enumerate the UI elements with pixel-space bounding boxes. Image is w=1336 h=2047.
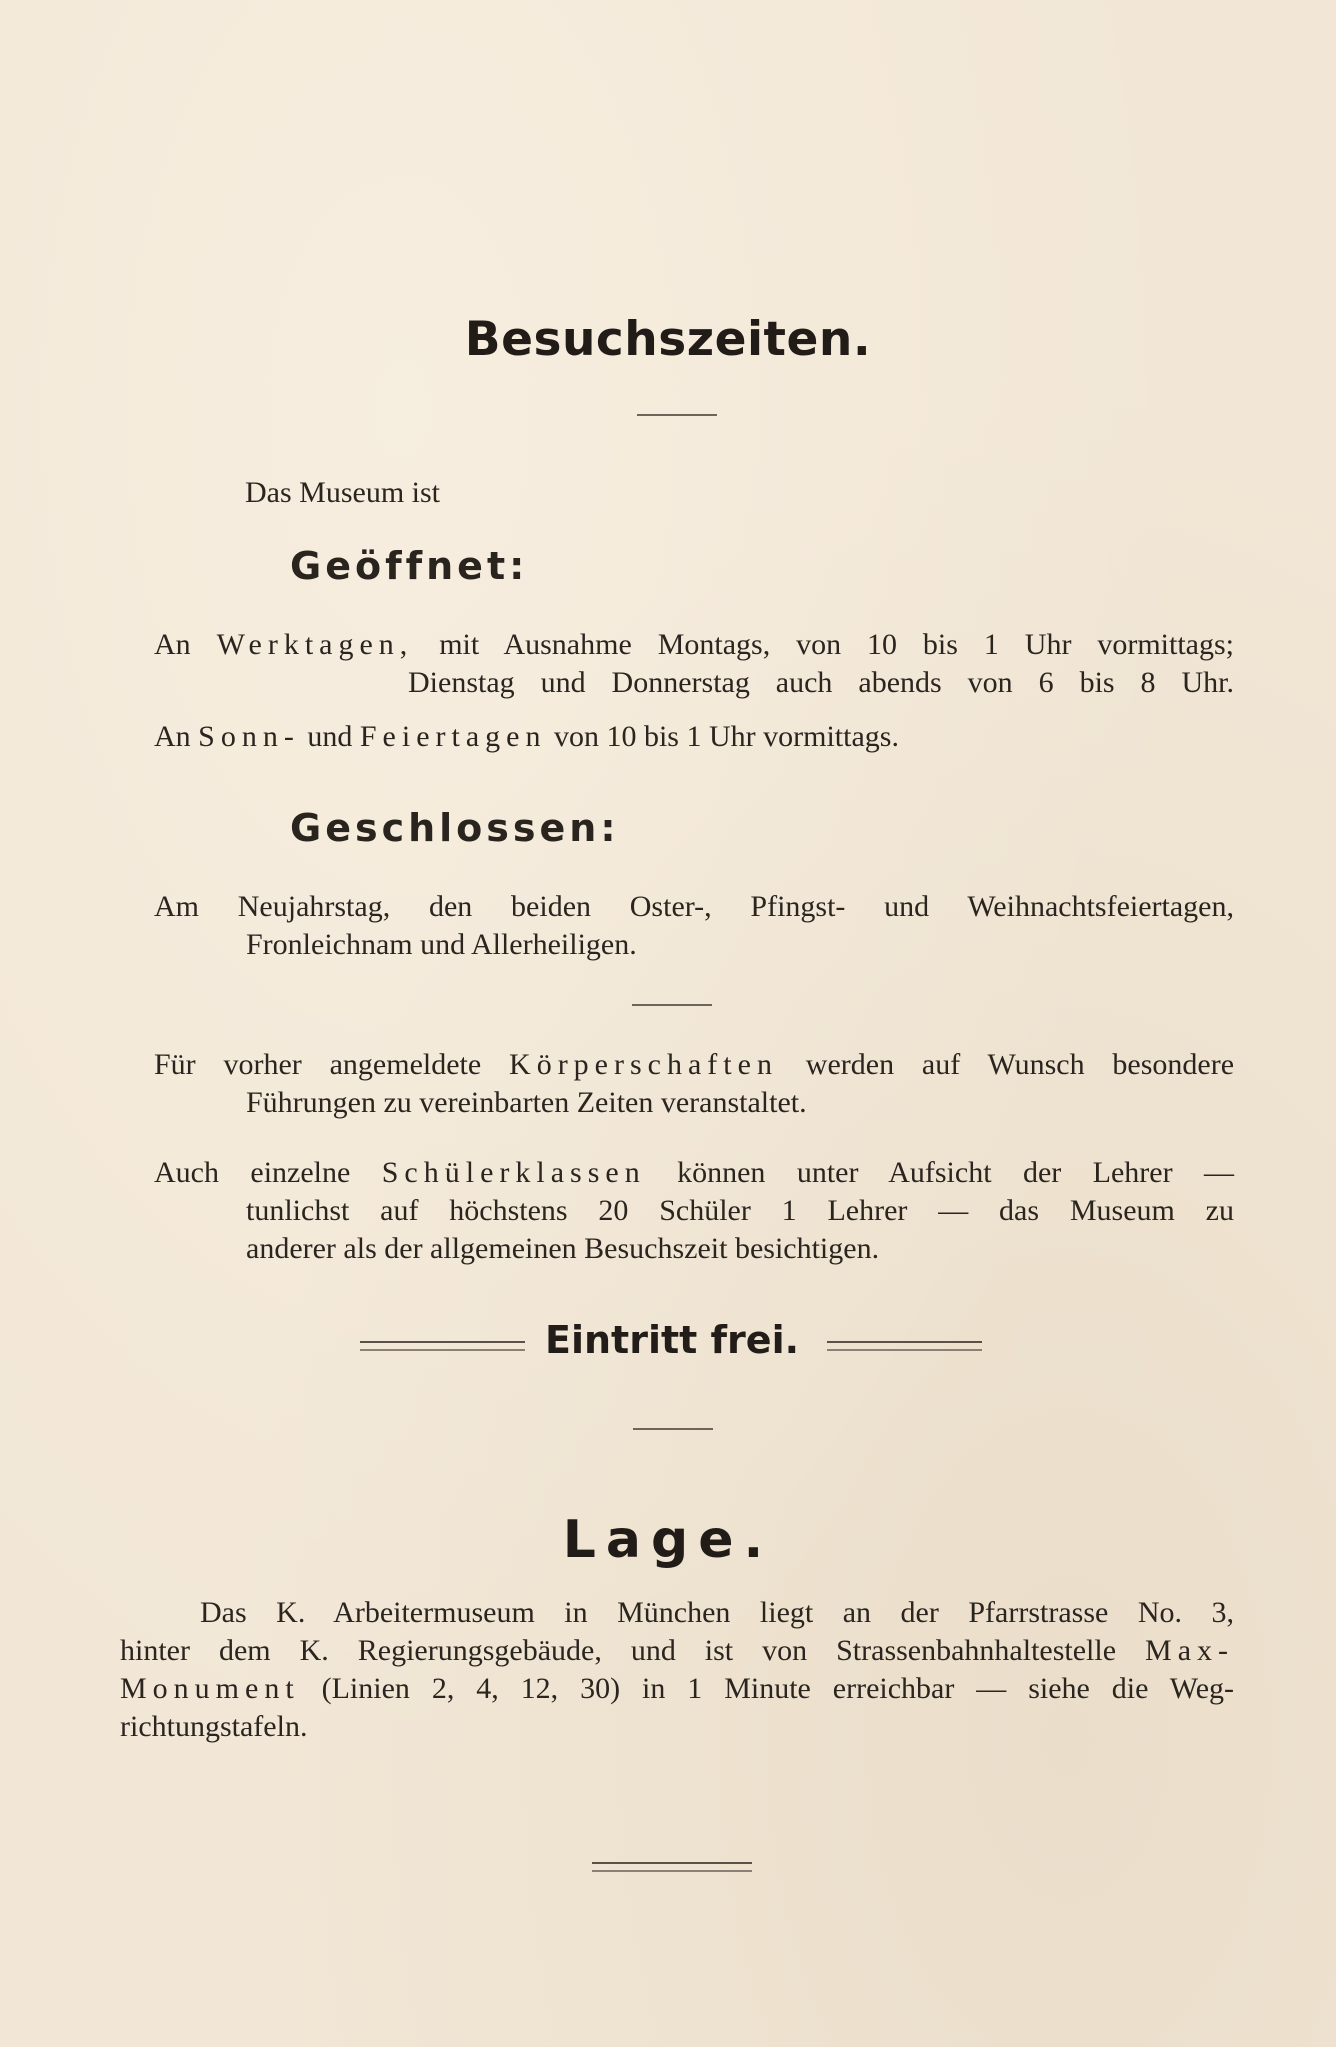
- divider: [633, 1428, 713, 1430]
- open-line-3: [154, 720, 899, 754]
- tours-line-1-prefix: Für vorher angemeldete: [154, 1048, 482, 1081]
- classes-line-1-rest: können unter Aufsicht der Lehrer —: [677, 1156, 1234, 1189]
- tours-line-1: [154, 1048, 1234, 1082]
- divider: [632, 1004, 712, 1006]
- closed-line-2: Fronleichnam und Allerheiligen.: [246, 928, 637, 961]
- divider: [637, 414, 717, 416]
- location-line-2-spaced: Max-: [1145, 1634, 1234, 1667]
- tours-line-1-spaced: Körperschaften: [509, 1048, 778, 1081]
- location-line-2: [120, 1634, 1234, 1668]
- open-line-3-rest: von 10 bis 1 Uhr vormittags.: [553, 720, 899, 753]
- location-line-1: Das K. Arbeitermuseum in München liegt an der Pfarrstrasse No. 3,: [200, 1596, 1234, 1629]
- open-line-3-spaced-2: Feiertagen: [359, 720, 547, 753]
- open-line-3-prefix: An: [154, 720, 191, 753]
- open-line-1-rest: mit Ausnahme Montags, von 10 bis 1 Uhr vormittags;: [439, 628, 1235, 661]
- closed-heading: Geschlossen:: [290, 806, 620, 850]
- open-heading: Geöffnet:: [290, 544, 529, 588]
- open-line-3-spaced-1: Sonn-: [198, 720, 300, 753]
- location-heading: Lage.: [562, 1510, 774, 1570]
- classes-line-2: tunlichst auf höchstens 20 Schüler 1 Lehrer — das Museum zu: [246, 1194, 1234, 1227]
- decorative-rule-left: [360, 1341, 525, 1351]
- classes-line-1: [154, 1156, 1234, 1190]
- open-line-1-spaced: Werktagen,: [216, 628, 414, 661]
- classes-line-1-prefix: Auch einzelne: [154, 1156, 351, 1189]
- location-line-3-spaced: Monument: [120, 1672, 300, 1705]
- open-line-1-prefix: An: [154, 628, 191, 661]
- open-line-3-mid: und: [307, 720, 353, 753]
- location-line-2-text: hinter dem K. Regierungsgebäude, und ist von Strassenbahnhaltestelle: [120, 1634, 1117, 1667]
- intro-text: Das Museum ist: [245, 476, 440, 509]
- closed-line-1: Am Neujahrstag, den beiden Oster-, Pfingst- und Weihnachtsfeiertagen,: [154, 890, 1234, 923]
- closing-rule: [592, 1862, 752, 1872]
- location-line-3-rest: (Linien 2, 4, 12, 30) in 1 Minute erreichbar — siehe die Weg-: [321, 1672, 1235, 1705]
- tours-line-1-rest: werden auf Wunsch besondere: [805, 1048, 1235, 1081]
- admission-banner: [355, 1318, 985, 1368]
- page-title: Besuchszeiten.: [464, 312, 872, 367]
- classes-line-3: anderer als der allgemeinen Besuchszeit besichtigen.: [246, 1232, 880, 1265]
- location-line-3: [120, 1672, 1234, 1706]
- open-line-2: Dienstag und Donnerstag auch abends von 6 bis 8 Uhr.: [408, 666, 1234, 699]
- location-line-4: richtungstafeln.: [120, 1710, 308, 1743]
- classes-line-1-spaced: Schülerklassen: [381, 1156, 646, 1189]
- open-line-1: [154, 628, 1234, 662]
- decorative-rule-right: [827, 1341, 982, 1351]
- tours-line-2: Führungen zu vereinbarten Zeiten veranstaltet.: [246, 1086, 807, 1119]
- admission-text: Eintritt frei.: [545, 1318, 800, 1362]
